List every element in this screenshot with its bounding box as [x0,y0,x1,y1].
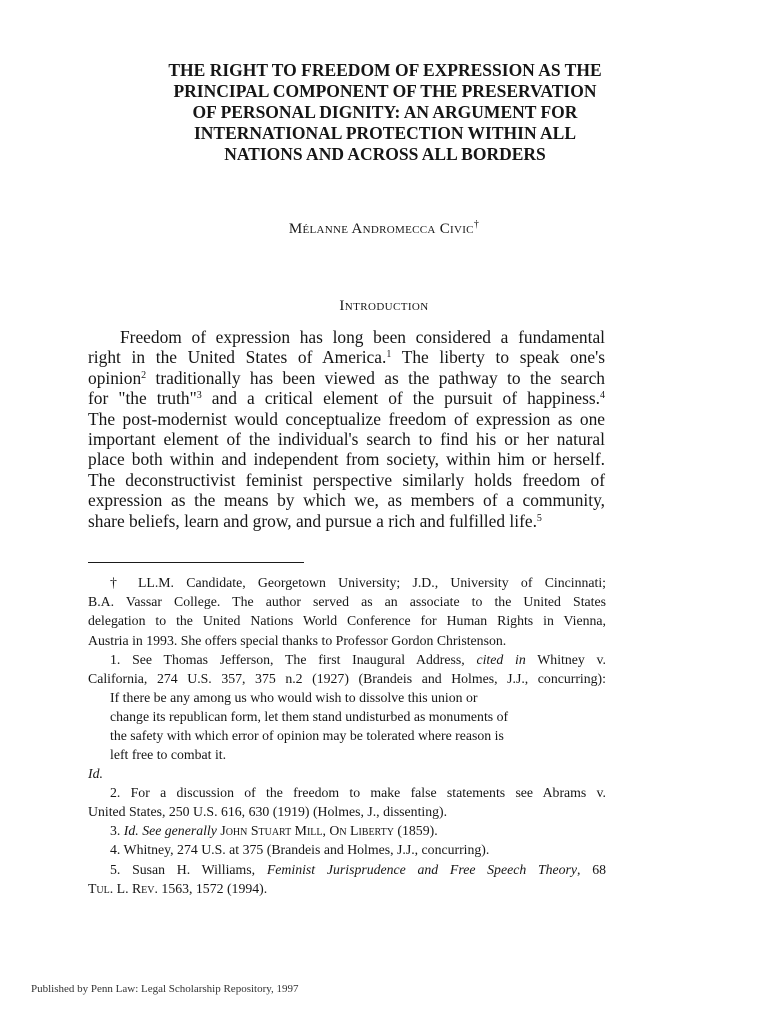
section-heading: Introduction [339,298,429,314]
body-line: opinion$^2$ traditionally has been viewed as the pathway to the search [88,367,605,388]
footnote-ref[interactable]: 2 [141,369,147,381]
body-line: important element of the individual's search to find his or her natural [88,428,605,449]
footnote-4: 4. Whitney, 274 U.S. at 375 (Brandeis and Holmes, J.J., concurring). [110,842,490,858]
author-footnote-mark: † [473,219,480,230]
body-line: The post-modernist would conceptualize freedom of expression as one [88,408,605,429]
body-line: The deconstructivist feminist perspective similarly holds freedom of [88,469,605,490]
footnote-dagger: † LL.M. Candidate, Georgetown University; J.D., University of Cincinnati; B.A. Vassar College. The author served as an associate to the United States delegation to the United Nations World Conference for Human Rights in Vienna, Austria in 1993. She offers special thanks to Professor Gordon Christenson. [88,575,606,648]
footnote-2: 2. For a discussion of the freedom to make false statements see Abrams v. United States, 250 U.S. 616, 630 (1919) (Holmes, J., dissenting). [88,784,606,820]
footnote-ref[interactable]: 1 [386,349,392,361]
footnote-1: 1. See Thomas Jefferson, The first Inaugural Address, cited in Whitney v. California, 274 U.S. 357, 375 n.2 (1927) (Brandeis and Holmes, J.J., concurring): If there be any among us who would wish to dissolve this union or change its republican form, let them stand undisturbed as monuments of the safety with which error of opinion may be tolerated where reason is left free to combat it. Id. [88,651,607,781]
author-name: Mélanne Andromecca Civic [288,221,474,237]
body-line: place both within and independent from society, within him or herself. [88,449,605,470]
body-line: for "the truth"$^3$ and a critical element of the pursuit of happiness.$^4$ [88,388,605,409]
body-line: share beliefs, learn and grow, and pursue a rich and fulfilled life.$^5$ [88,510,542,531]
footnote-ref[interactable]: 4 [600,390,605,402]
footnotes [88,573,606,898]
author-byline [0,219,768,238]
title-line: PRINCIPAL COMPONENT OF THE PRESERVATION [173,81,597,101]
repository-footer: Published by Penn Law: Legal Scholarship Repository, 1997 [31,983,299,995]
body-line: expression as the means by which we, as members of a community, [88,490,605,511]
body-paragraph [88,327,605,531]
footnote-ref[interactable]: 3 [196,390,202,402]
block-quote: If there be any among us who would wish to dissolve this union or change its republican form, let them stand undisturbed as monuments of the safety with which error of opinion may be tolerated where reason is left free to combat it. [110,690,509,762]
title-line: INTERNATIONAL PROTECTION WITHIN ALL [193,123,576,143]
title-line: NATIONS AND ACROSS ALL BORDERS [224,144,546,164]
footnote-divider [88,562,304,563]
footnote-ref[interactable]: 5 [536,512,542,524]
title-line: THE RIGHT TO FREEDOM OF EXPRESSION AS THE [168,60,602,80]
footnote-3: 3. Id. See generally John Stuart Mill, On Liberty (1859). [110,823,438,839]
body-line: right in the United States of America.$^1$ The liberty to speak one's [88,347,605,368]
title-line: OF PERSONAL DIGNITY: AN ARGUMENT FOR [192,102,578,122]
body-line: Freedom of expression has long been considered a fundamental [120,327,605,347]
article-title [100,60,670,165]
footnote-5: 5. Susan H. Williams, Feminist Jurisprudence and Free Speech Theory, 68 Tul. L. Rev. 1563, 1572 (1994). [88,861,607,896]
